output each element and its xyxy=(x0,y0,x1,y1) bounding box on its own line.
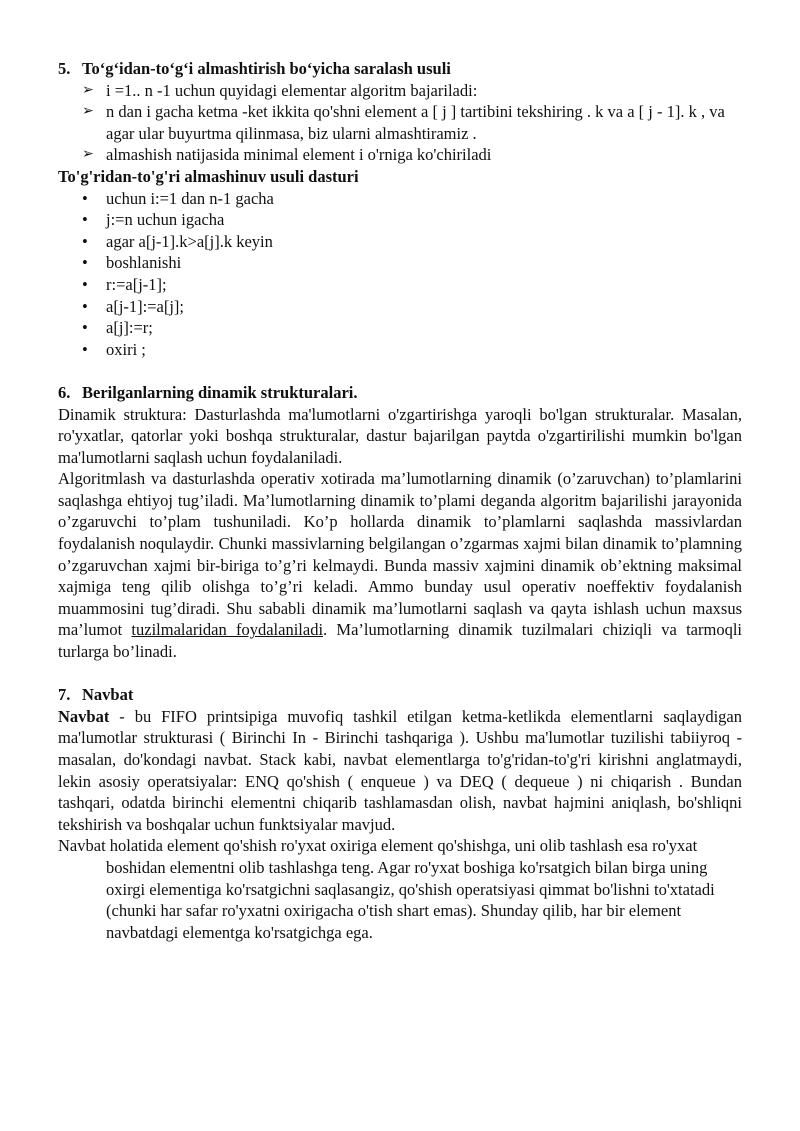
list-item: ➢ almashish natijasida minimal element i o'rniga ko'chiriladi xyxy=(82,145,492,165)
list-item: • a[j-1]:=a[j]; xyxy=(82,296,185,316)
code-list xyxy=(58,188,742,361)
bullet-icon: • xyxy=(82,210,88,230)
list-item: • agar a[j-1].k>a[j].k keyin xyxy=(82,231,273,251)
bullet-icon: • xyxy=(82,188,88,208)
bullet-icon: • xyxy=(82,253,88,273)
paragraph: Dinamik struktura: Dasturlashda ma'lumotlarni o'zgartirishga yaroqli bo'lgan strukturalar. Masalan, ro'yxatlar, qatorlar yoki boshqa strukturalar, dastur bajarilgan paytda o'zgartirilishi mumkin bo'lgan ma'lumotlarni saqlash uchun foydalaniladi. xyxy=(58,404,742,467)
bullet-icon: • xyxy=(82,231,88,251)
paragraph: Navbat holatida element qo'shish ro'yxat oxiriga element qo'shishga, uni olib tashlash esa ro'yxat boshidan elementni olib tashlashga teng. Agar ro'yxat boshiga ko'rsatgich bilan birga uning oxirgi elementiga ko'rsatgichni saqlasangiz, qo'shish operatsiyasi qimmat bo'lishni to'xtatadi (chunki har safar ro'yxatni oxirigacha o'tish shart emas). Shunday qilib, har bir element navbatdagi elementga ko'rsatgichga ega. xyxy=(58,836,715,942)
underlined-text: tuzilmalaridan foydalaniladi xyxy=(131,620,324,640)
paragraph: Navbat - bu FIFO printsipiga muvofiq tashkil etilgan ketma-ketlikda elementlarni saqlaydigan ma'lumotlar strukturasi ( Birinchi In - Birinchi tashqariga ). Ushbu ma'lumotlar tuzilishi tabiiyroq - masalan, do'kondagi navbat. Stack kabi, navbat elementlarga to'g'ridan-to'g'ri kirishni anglatmaydi, lekin asosiy operatsiyalar: ENQ qo'shish ( enqueue ) va DEQ ( dequeue ) ni chiqarish . Bundan tashqari, odatda birinchi elementni chiqarib tashlamasdan olish, navbat hajmini aniqlash, bo'shliqni tekshirish va boshqalar uchun funktsiyalar mavjud. xyxy=(58,706,742,834)
section-title: Berilganlarning dinamik strukturalari. xyxy=(82,382,358,402)
section-number: 5. xyxy=(58,59,71,78)
section-title: To‘g‘idan-to‘g‘i almashtirish bo‘yicha saralash usuli xyxy=(82,59,451,78)
program-subheading: To'g'ridan-to'g'ri almashinuv usuli dasturi xyxy=(58,166,359,186)
document-page xyxy=(58,58,742,943)
bullet-icon: • xyxy=(82,318,88,338)
spacer xyxy=(58,360,742,382)
list-item: ➢ n dan i gacha ketma -ket ikkita qo'shni element a [ j ] tartibini tekshiring . k va a [ j - 1]. k , va agar ular buyurtma qilinmasa, biz ularni almashtiramiz . xyxy=(82,102,725,143)
arrow-bullet-icon: ➢ xyxy=(82,147,94,163)
list-item: • a[j]:=r; xyxy=(82,318,153,338)
section-title: Navbat xyxy=(82,685,134,705)
arrow-list xyxy=(58,80,742,166)
section-number: 7. xyxy=(58,685,71,705)
section-number: 6. xyxy=(58,382,71,402)
bullet-icon: • xyxy=(82,339,88,359)
list-item: • oxiri ; xyxy=(82,339,146,359)
list-item: • j:=n uchun igacha xyxy=(82,210,225,230)
section-5-heading xyxy=(58,58,742,80)
bullet-icon: • xyxy=(82,274,88,294)
list-item: • uchun i:=1 dan n-1 gacha xyxy=(82,188,274,208)
section-7-heading xyxy=(58,684,742,706)
arrow-bullet-icon: ➢ xyxy=(82,82,94,98)
bullet-icon: • xyxy=(82,296,88,316)
list-item: ➢ i =1.. n -1 uchun quyidagi elementar algoritm bajariladi: xyxy=(82,80,478,100)
section-6-heading xyxy=(58,382,742,404)
paragraph: Algoritmlash va dasturlashda operativ xotirada ma’lumotlarning dinamik (o’zaruvchan) to’plamlarini saqlashga ehtiyoj tug’iladi. Ma’lumotlarning dinamik to’plami deganda algoritm bajarilishi jarayonida o’zgaruvchi to’plam tushuniladi. Ko’p hollarda dinamik to’plamlarni saqlashda massivlardan foydalanish noqulaydir. Chunki massivlarning belgilangan o’zgarmas xajmi bilan dinamik to’plamning o’zgaruvchan xajmi bir-biriga to’g’ri kelmaydi. Bunda massiv xajmini dinamik ob’ektning maksimal xajmiga teng qilib olishga to’g’ri keladi. Ammo bunday usul operativ noeffektiv foydalanish muammosini tug’diradi. Shu sababli dinamik ma’lumotlarni saqlash va qayta ishlash uchun maxsus ma’lumot tuzilmalaridan foydalaniladi. Ma’lumotlarning dinamik tuzilmalari chiziqli va tarmoqli turlarga bo’linadi. xyxy=(58,469,742,662)
list-item: • r:=a[j-1]; xyxy=(82,274,167,294)
spacer xyxy=(58,663,742,685)
bold-term: Navbat xyxy=(58,706,110,726)
list-item: • boshlanishi xyxy=(82,253,182,273)
arrow-bullet-icon: ➢ xyxy=(82,104,94,120)
